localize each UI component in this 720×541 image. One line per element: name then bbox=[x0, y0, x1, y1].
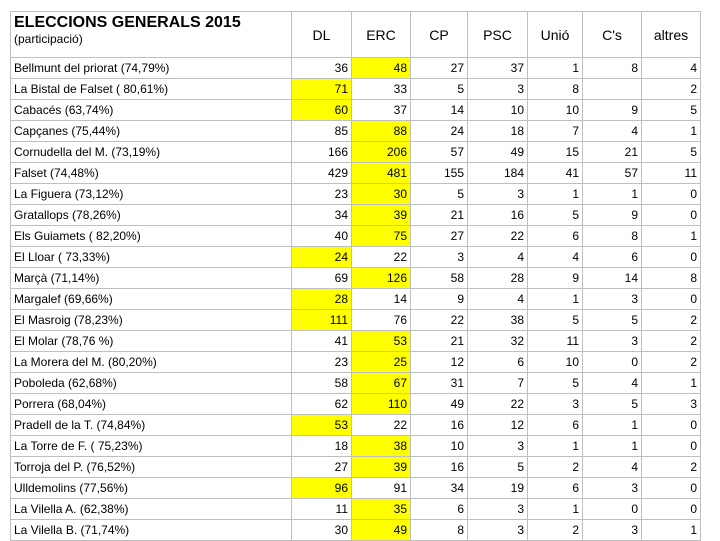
value-cell: 1 bbox=[528, 289, 583, 310]
value-cell: 39 bbox=[352, 457, 411, 478]
value-cell: 10 bbox=[468, 100, 528, 121]
value-cell: 34 bbox=[292, 205, 352, 226]
table-body bbox=[11, 58, 701, 541]
table-row bbox=[11, 394, 701, 415]
value-cell: 0 bbox=[642, 436, 701, 457]
value-cell: 3 bbox=[583, 520, 642, 541]
value-cell: 15 bbox=[528, 142, 583, 163]
value-cell: 32 bbox=[468, 331, 528, 352]
value-cell: 41 bbox=[292, 331, 352, 352]
value-cell: 1 bbox=[528, 499, 583, 520]
value-cell: 58 bbox=[292, 373, 352, 394]
place-cell: Margalef (69,66%) bbox=[11, 289, 292, 310]
place-cell: Torroja del P. (76,52%) bbox=[11, 457, 292, 478]
value-cell: 3 bbox=[411, 247, 468, 268]
value-cell: 8 bbox=[583, 58, 642, 79]
column-header-erc: ERC bbox=[352, 12, 411, 58]
value-cell: 19 bbox=[468, 478, 528, 499]
place-cell: La Morera del M. (80,20%) bbox=[11, 352, 292, 373]
value-cell: 49 bbox=[468, 142, 528, 163]
value-cell: 3 bbox=[468, 436, 528, 457]
value-cell: 3 bbox=[468, 184, 528, 205]
value-cell: 9 bbox=[528, 268, 583, 289]
place-cell: Gratallops (78,26%) bbox=[11, 205, 292, 226]
value-cell: 4 bbox=[468, 247, 528, 268]
table-row bbox=[11, 121, 701, 142]
value-cell: 37 bbox=[468, 58, 528, 79]
value-cell: 1 bbox=[642, 226, 701, 247]
table-row bbox=[11, 268, 701, 289]
value-cell: 6 bbox=[528, 226, 583, 247]
value-cell: 69 bbox=[292, 268, 352, 289]
table-row bbox=[11, 352, 701, 373]
table-row bbox=[11, 289, 701, 310]
value-cell: 96 bbox=[292, 478, 352, 499]
value-cell: 38 bbox=[468, 310, 528, 331]
value-cell: 16 bbox=[411, 415, 468, 436]
table-row bbox=[11, 142, 701, 163]
value-cell: 3 bbox=[583, 478, 642, 499]
value-cell: 6 bbox=[468, 352, 528, 373]
value-cell: 1 bbox=[583, 436, 642, 457]
value-cell: 3 bbox=[583, 289, 642, 310]
table-row bbox=[11, 226, 701, 247]
value-cell: 4 bbox=[642, 58, 701, 79]
value-cell: 31 bbox=[411, 373, 468, 394]
value-cell: 40 bbox=[292, 226, 352, 247]
value-cell: 27 bbox=[411, 226, 468, 247]
place-cell: Poboleda (62,68%) bbox=[11, 373, 292, 394]
value-cell: 111 bbox=[292, 310, 352, 331]
value-cell: 12 bbox=[411, 352, 468, 373]
place-cell: Cabacés (63,74%) bbox=[11, 100, 292, 121]
value-cell: 8 bbox=[583, 226, 642, 247]
value-cell: 166 bbox=[292, 142, 352, 163]
column-header-altres: altres bbox=[642, 12, 701, 58]
value-cell: 206 bbox=[352, 142, 411, 163]
place-cell: Marçà (71,14%) bbox=[11, 268, 292, 289]
table-row bbox=[11, 58, 701, 79]
value-cell: 5 bbox=[642, 142, 701, 163]
value-cell: 5 bbox=[583, 394, 642, 415]
place-cell: Cornudella del M. (73,19%) bbox=[11, 142, 292, 163]
value-cell: 0 bbox=[583, 352, 642, 373]
value-cell: 4 bbox=[583, 373, 642, 394]
table-row bbox=[11, 331, 701, 352]
value-cell: 5 bbox=[528, 373, 583, 394]
value-cell: 2 bbox=[642, 352, 701, 373]
value-cell: 3 bbox=[528, 394, 583, 415]
value-cell: 49 bbox=[411, 394, 468, 415]
results-table bbox=[10, 11, 701, 541]
value-cell: 5 bbox=[642, 100, 701, 121]
place-cell: La Vilella A. (62,38%) bbox=[11, 499, 292, 520]
value-cell: 4 bbox=[583, 457, 642, 478]
value-cell: 22 bbox=[411, 310, 468, 331]
value-cell: 4 bbox=[583, 121, 642, 142]
value-cell: 0 bbox=[583, 499, 642, 520]
value-cell: 57 bbox=[411, 142, 468, 163]
value-cell: 0 bbox=[642, 415, 701, 436]
value-cell: 3 bbox=[583, 331, 642, 352]
value-cell: 11 bbox=[528, 331, 583, 352]
value-cell: 1 bbox=[642, 373, 701, 394]
table-row bbox=[11, 205, 701, 226]
value-cell: 48 bbox=[352, 58, 411, 79]
value-cell: 3 bbox=[468, 520, 528, 541]
value-cell: 9 bbox=[411, 289, 468, 310]
value-cell: 5 bbox=[468, 457, 528, 478]
value-cell: 28 bbox=[292, 289, 352, 310]
value-cell: 88 bbox=[352, 121, 411, 142]
value-cell: 1 bbox=[642, 520, 701, 541]
place-cell: La Vilella B. (71,74%) bbox=[11, 520, 292, 541]
value-cell: 1 bbox=[583, 415, 642, 436]
value-cell: 5 bbox=[528, 310, 583, 331]
header-row bbox=[11, 12, 701, 58]
value-cell: 37 bbox=[352, 100, 411, 121]
table-row bbox=[11, 499, 701, 520]
value-cell: 0 bbox=[642, 205, 701, 226]
value-cell: 57 bbox=[583, 163, 642, 184]
place-cell: El Masroig (78,23%) bbox=[11, 310, 292, 331]
value-cell: 62 bbox=[292, 394, 352, 415]
value-cell: 9 bbox=[583, 100, 642, 121]
value-cell: 11 bbox=[642, 163, 701, 184]
value-cell: 429 bbox=[292, 163, 352, 184]
table-subtitle: (participació) bbox=[14, 32, 83, 46]
value-cell: 28 bbox=[468, 268, 528, 289]
table-row bbox=[11, 520, 701, 541]
value-cell: 36 bbox=[292, 58, 352, 79]
value-cell: 22 bbox=[352, 415, 411, 436]
value-cell: 21 bbox=[411, 205, 468, 226]
table-row bbox=[11, 247, 701, 268]
value-cell: 481 bbox=[352, 163, 411, 184]
column-header-psc: PSC bbox=[468, 12, 528, 58]
value-cell: 3 bbox=[468, 499, 528, 520]
value-cell: 0 bbox=[642, 478, 701, 499]
value-cell: 39 bbox=[352, 205, 411, 226]
value-cell: 2 bbox=[642, 79, 701, 100]
value-cell: 1 bbox=[528, 184, 583, 205]
value-cell: 25 bbox=[352, 352, 411, 373]
column-header-cs: C's bbox=[583, 12, 642, 58]
place-cell: Els Guiamets ( 82,20%) bbox=[11, 226, 292, 247]
column-header-dl: DL bbox=[292, 12, 352, 58]
value-cell: 10 bbox=[528, 100, 583, 121]
value-cell: 6 bbox=[411, 499, 468, 520]
value-cell: 5 bbox=[583, 310, 642, 331]
value-cell: 5 bbox=[411, 184, 468, 205]
value-cell: 30 bbox=[352, 184, 411, 205]
value-cell: 16 bbox=[468, 205, 528, 226]
value-cell: 41 bbox=[528, 163, 583, 184]
value-cell: 21 bbox=[411, 331, 468, 352]
value-cell: 110 bbox=[352, 394, 411, 415]
title-cell bbox=[11, 12, 292, 58]
column-header-unio: Unió bbox=[528, 12, 583, 58]
value-cell: 4 bbox=[468, 289, 528, 310]
value-cell: 14 bbox=[352, 289, 411, 310]
value-cell: 49 bbox=[352, 520, 411, 541]
value-cell: 53 bbox=[292, 415, 352, 436]
value-cell: 4 bbox=[528, 247, 583, 268]
value-cell: 34 bbox=[411, 478, 468, 499]
value-cell: 22 bbox=[468, 226, 528, 247]
value-cell: 18 bbox=[292, 436, 352, 457]
value-cell: 0 bbox=[642, 247, 701, 268]
table-title: ELECCIONS GENERALS 2015 bbox=[14, 14, 241, 31]
table-row bbox=[11, 79, 701, 100]
value-cell: 7 bbox=[528, 121, 583, 142]
value-cell: 1 bbox=[528, 436, 583, 457]
value-cell: 2 bbox=[642, 457, 701, 478]
value-cell: 33 bbox=[352, 79, 411, 100]
value-cell: 22 bbox=[352, 247, 411, 268]
value-cell: 11 bbox=[292, 499, 352, 520]
value-cell: 1 bbox=[583, 184, 642, 205]
value-cell: 24 bbox=[292, 247, 352, 268]
table-row bbox=[11, 415, 701, 436]
value-cell: 3 bbox=[642, 394, 701, 415]
value-cell: 1 bbox=[528, 58, 583, 79]
value-cell: 2 bbox=[528, 457, 583, 478]
table-row bbox=[11, 457, 701, 478]
place-cell: Bellmunt del priorat (74,79%) bbox=[11, 58, 292, 79]
value-cell: 3 bbox=[468, 79, 528, 100]
place-cell: El Lloar ( 73,33%) bbox=[11, 247, 292, 268]
column-header-cp: CP bbox=[411, 12, 468, 58]
value-cell: 91 bbox=[352, 478, 411, 499]
place-cell: Capçanes (75,44%) bbox=[11, 121, 292, 142]
place-cell: La Bistal de Falset ( 80,61%) bbox=[11, 79, 292, 100]
value-cell: 12 bbox=[468, 415, 528, 436]
value-cell: 38 bbox=[352, 436, 411, 457]
value-cell: 2 bbox=[528, 520, 583, 541]
value-cell: 21 bbox=[583, 142, 642, 163]
value-cell: 10 bbox=[411, 436, 468, 457]
table-row bbox=[11, 163, 701, 184]
value-cell: 75 bbox=[352, 226, 411, 247]
value-cell: 67 bbox=[352, 373, 411, 394]
value-cell: 18 bbox=[468, 121, 528, 142]
place-cell: Falset (74,48%) bbox=[11, 163, 292, 184]
value-cell: 8 bbox=[528, 79, 583, 100]
value-cell: 58 bbox=[411, 268, 468, 289]
table-row bbox=[11, 100, 701, 121]
value-cell: 14 bbox=[411, 100, 468, 121]
value-cell: 7 bbox=[468, 373, 528, 394]
value-cell: 53 bbox=[352, 331, 411, 352]
value-cell: 24 bbox=[411, 121, 468, 142]
value-cell: 0 bbox=[642, 499, 701, 520]
value-cell: 6 bbox=[528, 415, 583, 436]
value-cell: 22 bbox=[468, 394, 528, 415]
value-cell: 126 bbox=[352, 268, 411, 289]
value-cell: 35 bbox=[352, 499, 411, 520]
table-row bbox=[11, 310, 701, 331]
value-cell: 155 bbox=[411, 163, 468, 184]
value-cell: 27 bbox=[411, 58, 468, 79]
value-cell: 0 bbox=[642, 184, 701, 205]
place-cell: Porrera (68,04%) bbox=[11, 394, 292, 415]
value-cell: 6 bbox=[528, 478, 583, 499]
value-cell: 60 bbox=[292, 100, 352, 121]
table-row bbox=[11, 478, 701, 499]
value-cell: 23 bbox=[292, 352, 352, 373]
table-row bbox=[11, 436, 701, 457]
value-cell: 10 bbox=[528, 352, 583, 373]
place-cell: La Figuera (73,12%) bbox=[11, 184, 292, 205]
value-cell: 27 bbox=[292, 457, 352, 478]
value-cell: 0 bbox=[642, 289, 701, 310]
value-cell: 8 bbox=[642, 268, 701, 289]
value-cell: 76 bbox=[352, 310, 411, 331]
place-cell: El Molar (78,76 %) bbox=[11, 331, 292, 352]
table-row bbox=[11, 373, 701, 394]
place-cell: Ulldemolins (77,56%) bbox=[11, 478, 292, 499]
value-cell: 16 bbox=[411, 457, 468, 478]
value-cell: 23 bbox=[292, 184, 352, 205]
value-cell: 14 bbox=[583, 268, 642, 289]
value-cell: 30 bbox=[292, 520, 352, 541]
place-cell: La Torre de F. ( 75,23%) bbox=[11, 436, 292, 457]
value-cell: 2 bbox=[642, 331, 701, 352]
value-cell bbox=[583, 79, 642, 100]
value-cell: 2 bbox=[642, 310, 701, 331]
place-cell: Pradell de la T. (74,84%) bbox=[11, 415, 292, 436]
value-cell: 6 bbox=[583, 247, 642, 268]
value-cell: 71 bbox=[292, 79, 352, 100]
value-cell: 9 bbox=[583, 205, 642, 226]
value-cell: 5 bbox=[528, 205, 583, 226]
value-cell: 8 bbox=[411, 520, 468, 541]
value-cell: 184 bbox=[468, 163, 528, 184]
value-cell: 85 bbox=[292, 121, 352, 142]
table-row bbox=[11, 184, 701, 205]
value-cell: 5 bbox=[411, 79, 468, 100]
value-cell: 1 bbox=[642, 121, 701, 142]
